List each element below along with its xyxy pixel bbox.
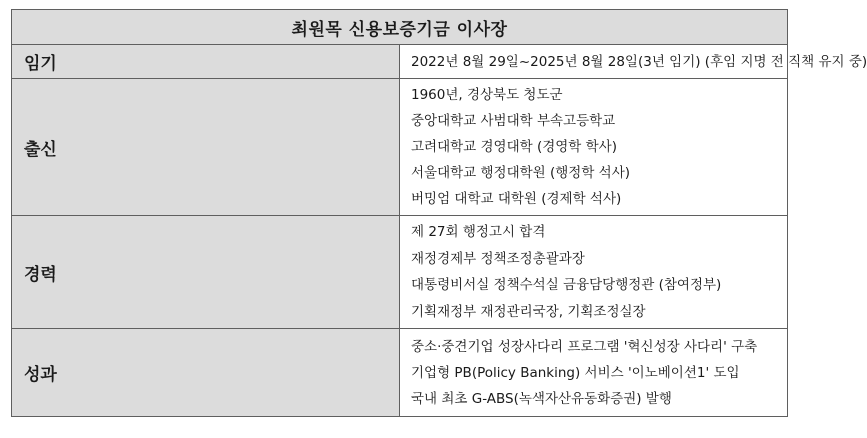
career-item: 대통령비서실 정책수석실 금융담당행정관 (참여정부) bbox=[411, 277, 722, 293]
achievement-item: 중소·중견기업 성장사다리 프로그램 '혁신성장 사다리' 구축 bbox=[411, 338, 758, 355]
birth-content bbox=[400, 79, 788, 216]
birth-row bbox=[12, 79, 788, 216]
career-item: 제 27회 행정고시 합격 bbox=[411, 224, 546, 240]
term-row bbox=[12, 45, 788, 79]
career-row bbox=[12, 216, 788, 329]
achievements-label: 성과 bbox=[12, 329, 400, 417]
birth-item: 중앙대학교 사범대학 부속고등학교 bbox=[411, 113, 616, 129]
birth-item: 고려대학교 경영대학 (경영학 학사) bbox=[411, 139, 617, 155]
title-row bbox=[12, 10, 788, 45]
achievement-item: 국내 최초 G-ABS(녹색자산유동화증권) 발행 bbox=[411, 390, 672, 407]
table-title: 최원목 신용보증기금 이사장 bbox=[12, 10, 788, 45]
birth-label: 출신 bbox=[12, 79, 400, 216]
career-item: 기획재정부 재정관리국장, 기획조정실장 bbox=[411, 303, 646, 320]
career-label: 경력 bbox=[12, 216, 400, 329]
term-item: 2022년 8월 29일~2025년 8월 28일(3년 임기) (후임 지명 전 직책 유지 중) bbox=[411, 53, 867, 70]
term-label: 임기 bbox=[12, 45, 400, 79]
career-content bbox=[400, 216, 788, 329]
birth-item: 1960년, 경상북도 청도군 bbox=[411, 87, 563, 103]
career-item: 재정경제부 정책조정총괄과장 bbox=[411, 250, 585, 267]
achievement-item: 기업형 PB(Policy Banking) 서비스 '이노베이션1' 도입 bbox=[411, 364, 740, 381]
birth-item: 서울대학교 행정대학원 (행정학 석사) bbox=[411, 165, 631, 181]
achievements-content bbox=[400, 329, 788, 417]
achievements-row bbox=[12, 329, 788, 417]
term-content bbox=[400, 45, 867, 79]
profile-table bbox=[11, 9, 867, 417]
birth-item: 버밍엄 대학교 대학원 (경제학 석사) bbox=[411, 191, 622, 207]
